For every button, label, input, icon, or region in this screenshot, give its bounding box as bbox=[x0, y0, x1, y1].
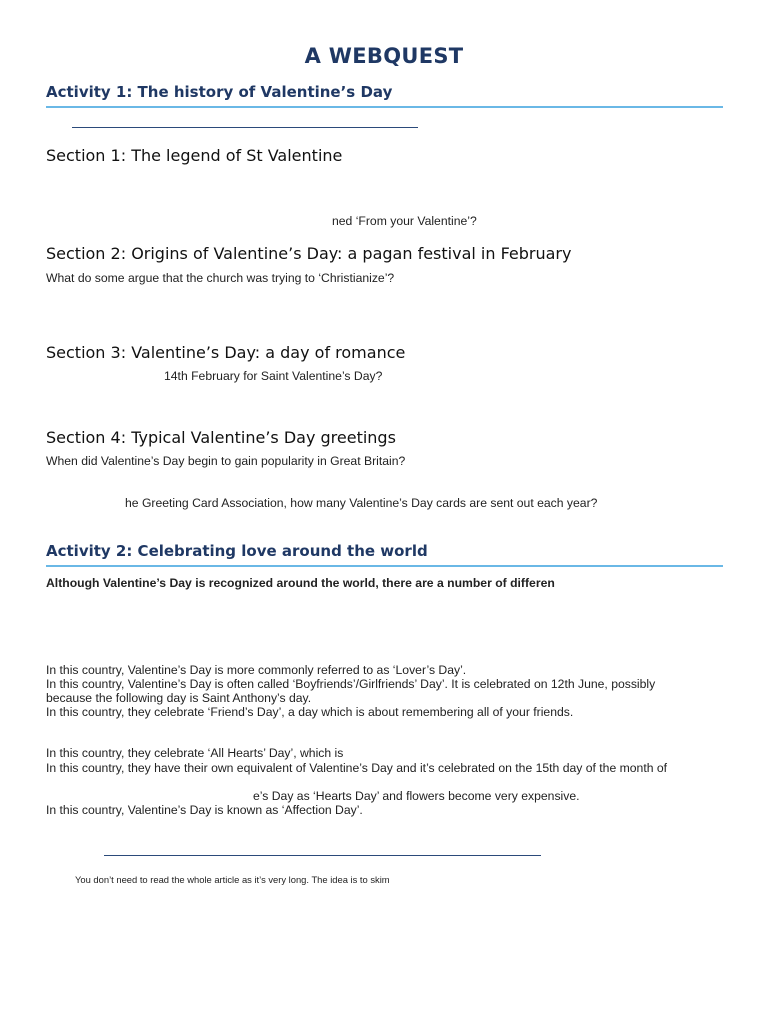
activity-2-intro: Although Valentine’s Day is recognized around the world, there are a number of differen bbox=[46, 576, 555, 590]
country-line: In this country, Valentine’s Day is often called ‘Boyfriends’/Girlfriends’ Day’. It is celebrated on 12th June, possibly bbox=[46, 677, 656, 691]
section-3-question: 14th February for Saint Valentine’s Day? bbox=[164, 369, 383, 383]
answer-line bbox=[72, 127, 418, 128]
footnote: You don’t need to read the whole article as it’s very long. The idea is to skim bbox=[75, 874, 390, 885]
country-line: In this country, Valentine’s Day is more commonly referred to as ‘Lover’s Day’. bbox=[46, 663, 467, 677]
activity-1-rule bbox=[46, 106, 723, 108]
section-2-heading: Section 2: Origins of Valentine’s Day: a pagan festival in February bbox=[46, 244, 572, 263]
section-1-heading: Section 1: The legend of St Valentine bbox=[46, 146, 343, 165]
page-title: A WEBQUEST bbox=[304, 44, 464, 68]
country-line: because the following day is Saint Anthony’s day. bbox=[46, 691, 312, 705]
section-1-question: ned ‘From your Valentine’? bbox=[332, 214, 477, 228]
country-line: e’s Day as ‘Hearts Day’ and flowers become very expensive. bbox=[253, 789, 580, 803]
activity-2-heading: Activity 2: Celebrating love around the world bbox=[46, 542, 428, 560]
country-line: In this country, they celebrate ‘Friend’s Day’, a day which is about remembering all of your friends. bbox=[46, 705, 574, 719]
activity-2-rule bbox=[46, 565, 723, 567]
answer-line bbox=[104, 855, 541, 856]
section-4-question-2: he Greeting Card Association, how many Valentine’s Day cards are sent out each year? bbox=[125, 496, 598, 510]
country-line: In this country, they have their own equivalent of Valentine’s Day and it’s celebrated on the 15th day of the month of bbox=[46, 761, 668, 775]
section-3-heading: Section 3: Valentine’s Day: a day of romance bbox=[46, 343, 406, 362]
section-4-heading: Section 4: Typical Valentine’s Day greetings bbox=[46, 428, 396, 447]
section-4-question-1: When did Valentine’s Day begin to gain popularity in Great Britain? bbox=[46, 454, 406, 468]
section-2-question: What do some argue that the church was trying to ‘Christianize’? bbox=[46, 271, 395, 285]
country-line: In this country, they celebrate ‘All Hearts’ Day’, which is bbox=[46, 746, 344, 760]
activity-1-heading: Activity 1: The history of Valentine’s Day bbox=[46, 83, 393, 101]
country-line: In this country, Valentine’s Day is known as ‘Affection Day’. bbox=[46, 803, 363, 817]
